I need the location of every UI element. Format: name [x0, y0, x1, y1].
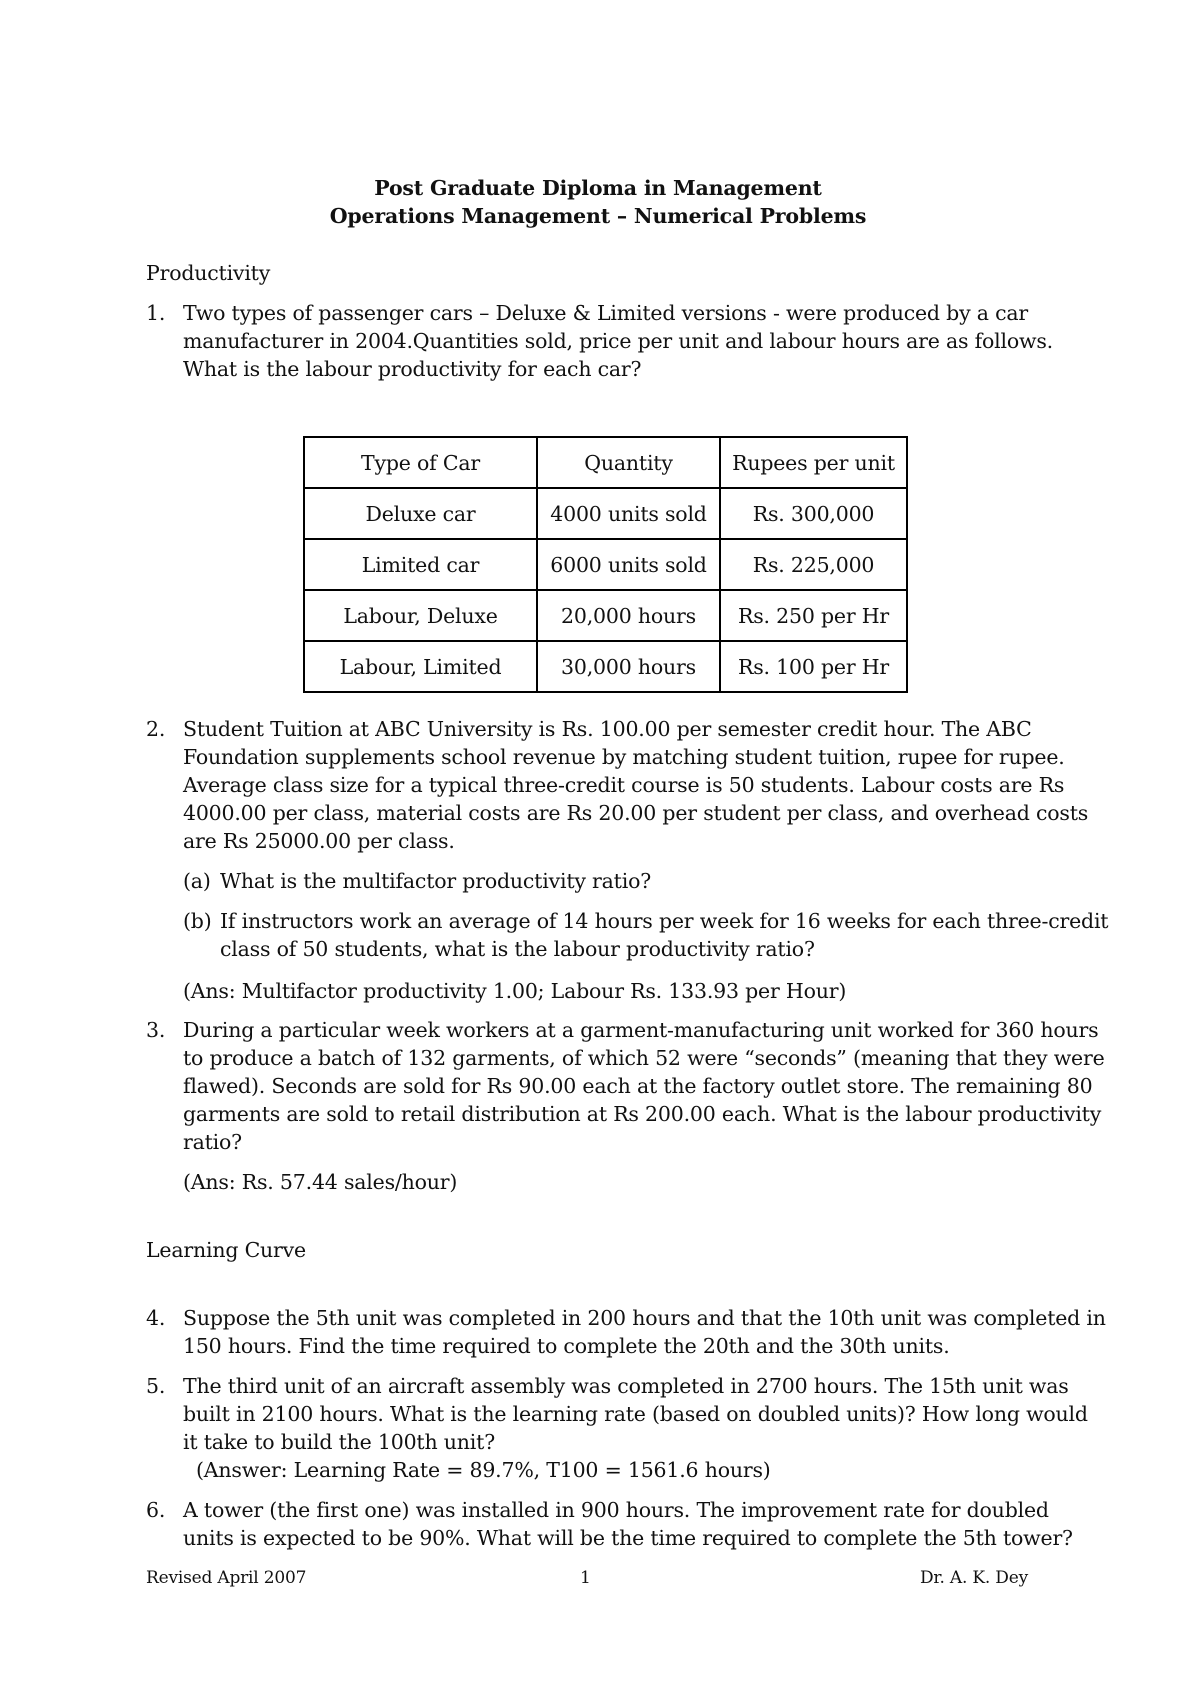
page-subtitle: Operations Management – Numerical Problems — [329, 204, 867, 228]
table-row — [304, 590, 907, 641]
answer-text: (Answer: Learning Rate = 89.7%, T100 = 1561.6 hours) — [196, 1458, 771, 1482]
table-cell: Limited car — [304, 539, 537, 590]
table-row — [304, 641, 907, 692]
question-number: 3. — [146, 1018, 166, 1042]
table-cell: 20,000 hours — [537, 590, 720, 641]
question-number: 5. — [146, 1374, 166, 1398]
question-4-line: Suppose the 5th unit was completed in 200 hours and that the 10th unit was completed in — [183, 1306, 1106, 1330]
table-cell: 30,000 hours — [537, 641, 720, 692]
table-row — [304, 488, 907, 539]
question-number: 6. — [146, 1498, 166, 1522]
table-header-cell: Quantity — [537, 437, 720, 488]
table-cell: Rs. 100 per Hr — [720, 641, 907, 692]
page-title: Post Graduate Diploma in Management — [374, 176, 822, 200]
question-2-line: Student Tuition at ABC University is Rs. 100.00 per semester credit hour. The ABC — [183, 717, 1032, 741]
answer-text: (Ans: Rs. 57.44 sales/hour) — [183, 1170, 458, 1194]
question-5-line: it take to build the 100th unit? — [183, 1430, 495, 1454]
question-3-line: to produce a batch of 132 garments, of which 52 were “seconds” (meaning that they were — [183, 1046, 1105, 1070]
question-number: 2. — [146, 717, 166, 741]
table-row — [304, 539, 907, 590]
subquestion-label: (a) — [183, 869, 211, 893]
subquestion-b-line: If instructors work an average of 14 hours per week for 16 weeks for each three-credit — [220, 909, 1109, 933]
section-heading-productivity: Productivity — [146, 261, 271, 285]
section-heading-learning-curve: Learning Curve — [146, 1238, 306, 1262]
question-3-line: ratio? — [183, 1130, 242, 1154]
question-6-line: units is expected to be 90%. What will be the time required to complete the 5th tower? — [183, 1526, 1073, 1550]
question-1-line: What is the labour productivity for each car? — [183, 357, 642, 381]
car-data-table — [303, 436, 908, 693]
question-3-line: garments are sold to retail distribution at Rs 200.00 each. What is the labour productivity — [183, 1102, 1102, 1126]
footer-page-number: 1 — [580, 1568, 591, 1588]
question-6-line: A tower (the first one) was installed in 900 hours. The improvement rate for doubled — [183, 1498, 1049, 1522]
subquestion-a-text: What is the multifactor productivity ratio? — [220, 869, 651, 893]
table-header-cell: Type of Car — [304, 437, 537, 488]
table-cell: Deluxe car — [304, 488, 537, 539]
table-cell: Rs. 225,000 — [720, 539, 907, 590]
table-cell: 4000 units sold — [537, 488, 720, 539]
question-3-line: flawed). Seconds are sold for Rs 90.00 each at the factory outlet store. The remaining 80 — [183, 1074, 1093, 1098]
table-header-cell: Rupees per unit — [720, 437, 907, 488]
table-cell: 6000 units sold — [537, 539, 720, 590]
table-cell: Labour, Limited — [304, 641, 537, 692]
footer-revision: Revised April 2007 — [146, 1568, 307, 1588]
table-cell: Rs. 250 per Hr — [720, 590, 907, 641]
answer-text: (Ans: Multifactor productivity 1.00; Labour Rs. 133.93 per Hour) — [183, 979, 847, 1003]
question-2-line: 4000.00 per class, material costs are Rs 20.00 per student per class, and overhead costs — [183, 801, 1089, 825]
table-cell: Labour, Deluxe — [304, 590, 537, 641]
question-1-line: Two types of passenger cars – Deluxe & Limited versions - were produced by a car — [183, 301, 1029, 325]
subquestion-b-line: class of 50 students, what is the labour productivity ratio? — [220, 937, 815, 961]
question-2-line: Average class size for a typical three-credit course is 50 students. Labour costs are Rs — [183, 773, 1065, 797]
question-5-line: built in 2100 hours. What is the learning rate (based on doubled units)? How long would — [183, 1402, 1088, 1426]
question-2-line: Foundation supplements school revenue by matching student tuition, rupee for rupee. — [183, 745, 1065, 769]
table-cell: Rs. 300,000 — [720, 488, 907, 539]
subquestion-label: (b) — [183, 909, 212, 933]
question-number: 4. — [146, 1306, 166, 1330]
table-header-row — [304, 437, 907, 488]
question-4-line: 150 hours. Find the time required to complete the 20th and the 30th units. — [183, 1334, 950, 1358]
question-5-line: The third unit of an aircraft assembly was completed in 2700 hours. The 15th unit was — [183, 1374, 1069, 1398]
question-number: 1. — [146, 301, 166, 325]
footer-author: Dr. A. K. Dey — [920, 1568, 1028, 1588]
question-1-line: manufacturer in 2004.Quantities sold, price per unit and labour hours are as follows. — [183, 329, 1053, 353]
question-2-line: are Rs 25000.00 per class. — [183, 829, 455, 853]
question-3-line: During a particular week workers at a garment-manufacturing unit worked for 360 hours — [183, 1018, 1099, 1042]
